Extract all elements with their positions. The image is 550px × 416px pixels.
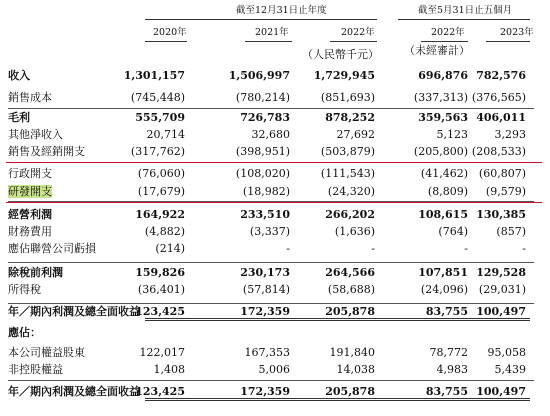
row-value: 3,293 xyxy=(494,128,526,141)
row-value: - xyxy=(286,242,290,255)
row-value: 159,826 xyxy=(135,266,185,279)
unit-label: （人民幣千元） xyxy=(302,48,379,61)
year-rule-2 xyxy=(330,41,377,42)
row-value: (36,401) xyxy=(137,283,185,296)
row-value: 4,983 xyxy=(436,363,468,376)
row-value: 32,680 xyxy=(251,128,290,141)
row-label: 本公司權益股東 xyxy=(8,346,85,359)
row-label: 財務費用 xyxy=(8,225,52,238)
row-value: 172,359 xyxy=(240,385,290,398)
year-2020: 2020年 xyxy=(153,27,187,38)
group-header-annual: 截至12月31日止年度 xyxy=(236,5,327,16)
year-rule-0 xyxy=(145,41,187,42)
row-value: (8,809) xyxy=(427,185,468,198)
row-value: 123,425 xyxy=(135,305,185,318)
row-value: (108,020) xyxy=(235,167,290,180)
separator-after-nci xyxy=(8,380,534,381)
row-value: - xyxy=(464,242,468,255)
row-value: 555,709 xyxy=(135,111,185,124)
row-value: 1,729,945 xyxy=(313,69,375,82)
row-value: (111,543) xyxy=(320,167,375,180)
row-value: - xyxy=(522,242,526,255)
year-rule-3 xyxy=(421,41,468,42)
row-value: 191,840 xyxy=(329,346,375,359)
row-label xyxy=(8,185,52,198)
row-value: 122,017 xyxy=(139,346,185,359)
row-value: 83,755 xyxy=(425,305,468,318)
row-value: 230,173 xyxy=(240,266,290,279)
row-value: (57,814) xyxy=(242,283,290,296)
row-value: (9,579) xyxy=(485,185,526,198)
row-value: 5,123 xyxy=(436,128,468,141)
row-value: 20,714 xyxy=(146,128,185,141)
row-value: (317,762) xyxy=(130,145,185,158)
row-value: 130,385 xyxy=(476,208,526,221)
row-value: (58,688) xyxy=(327,283,375,296)
row-value: 205,878 xyxy=(325,305,375,318)
row-value: (18,982) xyxy=(242,185,290,198)
unaudited-label: （未經審計） xyxy=(404,44,470,57)
group-header-period: 截至5月31日止五個月 xyxy=(418,5,513,16)
row-value: (24,320) xyxy=(327,185,375,198)
row-value: 108,615 xyxy=(418,208,468,221)
row-value: 5,439 xyxy=(494,363,526,376)
row-value: 100,497 xyxy=(476,385,526,398)
row-value: (857) xyxy=(496,225,526,238)
row-value: (76,060) xyxy=(137,167,185,180)
year-rule-4 xyxy=(486,41,530,42)
row-label: 銷售及經銷開支 xyxy=(8,145,85,158)
row-value: (1,636) xyxy=(334,225,375,238)
year-2021: 2021年 xyxy=(255,27,289,38)
row-value: 233,510 xyxy=(240,208,290,221)
row-value: 107,851 xyxy=(418,266,468,279)
row-value: - xyxy=(371,242,375,255)
row-value: (208,533) xyxy=(471,145,526,158)
row-value: 83,755 xyxy=(425,385,468,398)
double-rule-2b xyxy=(145,400,530,401)
row-value: 1,506,997 xyxy=(228,69,290,82)
row-label: 所得稅 xyxy=(8,283,41,296)
separator-after-assoc xyxy=(8,262,534,263)
row-value: (376,565) xyxy=(471,91,526,104)
row-value: (205,800) xyxy=(413,145,468,158)
row-value: 264,566 xyxy=(325,266,375,279)
row-value: 782,576 xyxy=(476,69,526,82)
row-value: 100,497 xyxy=(476,305,526,318)
row-label: 毛利 xyxy=(8,111,30,124)
row-value: (17,679) xyxy=(137,185,185,198)
row-value: (41,462) xyxy=(420,167,468,180)
header-rule-period xyxy=(398,19,530,20)
double-rule-2a xyxy=(145,398,530,399)
row-value: 406,011 xyxy=(476,111,526,124)
row-label: 非控股權益 xyxy=(8,363,63,376)
row-value: (503,879) xyxy=(320,145,375,158)
row-value: 172,359 xyxy=(240,305,290,318)
row-value: 95,058 xyxy=(487,346,526,359)
row-value: 129,528 xyxy=(476,266,526,279)
row-value: 14,038 xyxy=(336,363,375,376)
double-rule-1a xyxy=(145,318,530,319)
row-value: 878,252 xyxy=(325,111,375,124)
header-rule-annual xyxy=(145,19,377,20)
year-2022: 2022年 xyxy=(341,27,375,38)
row-label: 年／期內利潤及總全面收益 xyxy=(8,385,140,398)
red-line-bottom xyxy=(6,202,542,203)
row-value: (29,031) xyxy=(478,283,526,296)
row-value: (4,882) xyxy=(144,225,185,238)
row-value: 726,783 xyxy=(240,111,290,124)
row-label: 收入 xyxy=(8,69,30,82)
row-label: 應佔： xyxy=(8,326,41,339)
row-value: (780,214) xyxy=(235,91,290,104)
year-2023-period: 2023年 xyxy=(500,27,534,38)
row-value: 266,202 xyxy=(325,208,375,221)
row-value: 1,301,157 xyxy=(123,69,185,82)
row-value: (60,807) xyxy=(478,167,526,180)
row-label: 應佔聯營公司虧損 xyxy=(8,242,96,255)
row-value: (851,693) xyxy=(320,91,375,104)
row-value: 359,563 xyxy=(418,111,468,124)
row-value: (214) xyxy=(155,242,185,255)
row-label: 除稅前利潤 xyxy=(8,266,63,279)
row-value: (3,337) xyxy=(249,225,290,238)
row-value: 5,006 xyxy=(258,363,290,376)
separator-after-tax xyxy=(8,303,534,304)
row-value: 1,408 xyxy=(153,363,185,376)
separator-after-cost xyxy=(8,108,534,109)
year-rule-1 xyxy=(245,41,292,42)
row-value: (24,096) xyxy=(420,283,468,296)
row-value: 164,922 xyxy=(135,208,185,221)
row-value: 205,878 xyxy=(325,385,375,398)
row-value: (398,951) xyxy=(235,145,290,158)
row-label: 經營利潤 xyxy=(8,208,52,221)
row-label: 行政開支 xyxy=(8,167,52,180)
row-value: 696,876 xyxy=(418,69,468,82)
row-label: 年／期內利潤及總全面收益 xyxy=(8,305,140,318)
red-line-top xyxy=(6,162,542,163)
highlighted-label: 研發開支 xyxy=(8,185,52,198)
double-rule-1b xyxy=(145,320,530,321)
row-label: 其他淨收入 xyxy=(8,128,63,141)
row-value: 27,692 xyxy=(336,128,375,141)
row-label: 銷售成本 xyxy=(8,91,52,104)
row-value: (764) xyxy=(438,225,468,238)
row-value: (337,313) xyxy=(413,91,468,104)
row-value: 123,425 xyxy=(135,385,185,398)
row-value: 78,772 xyxy=(429,346,468,359)
row-value: (745,448) xyxy=(130,91,185,104)
year-2022-period: 2022年 xyxy=(431,27,465,38)
row-value: 167,353 xyxy=(244,346,290,359)
